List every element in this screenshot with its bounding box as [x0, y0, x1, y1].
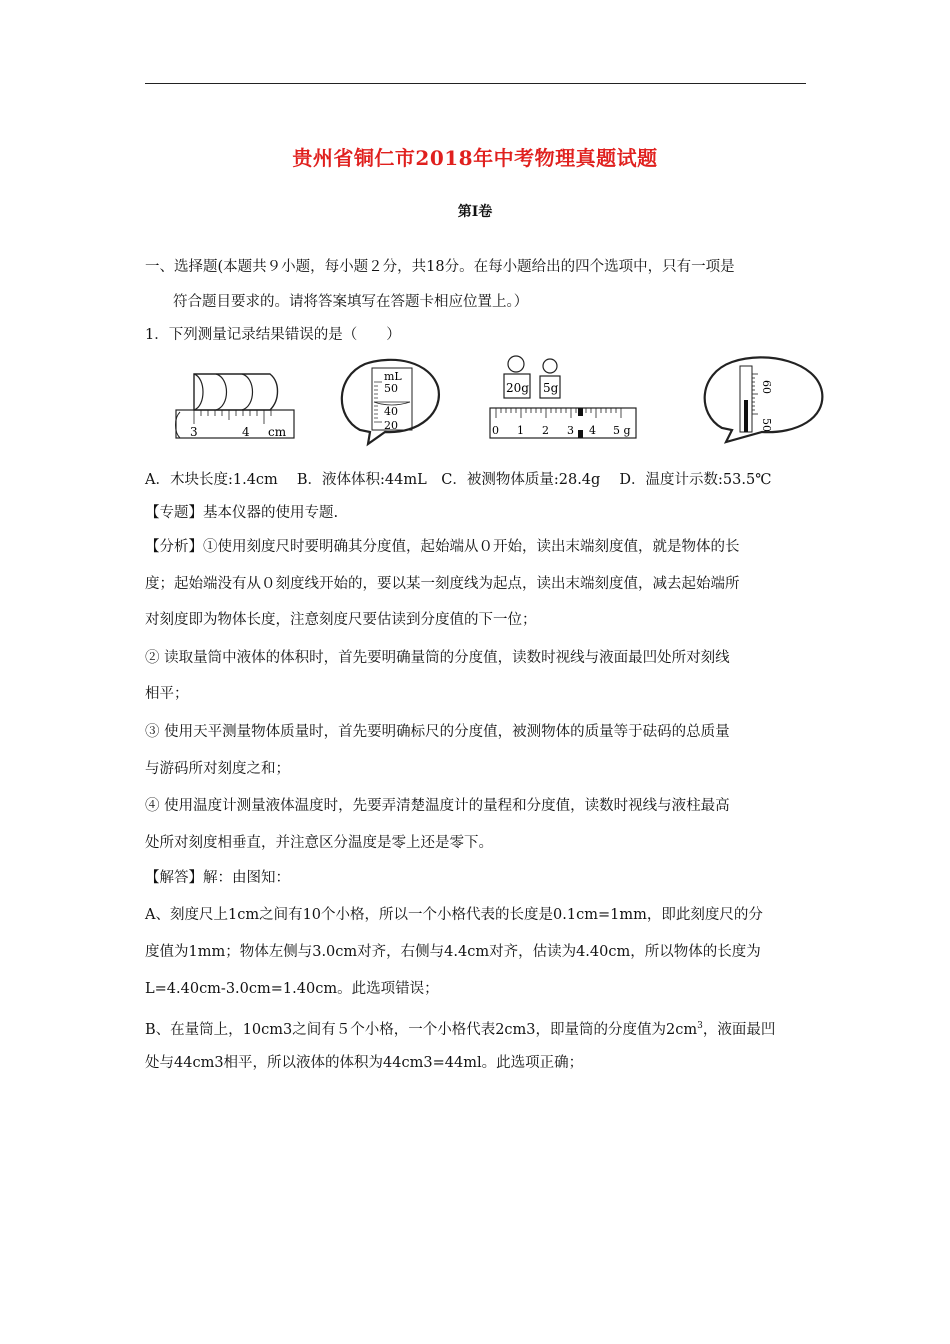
header-rule	[145, 83, 806, 84]
answer-b-line	[145, 1016, 808, 1040]
analysis-line: 度；起始端没有从０刻度线开始的，要以某一刻度线为起点，读出末端刻度值，减去起始端所	[145, 576, 740, 592]
weight-20g: 20g	[506, 381, 529, 395]
superscript-3: 3	[697, 1021, 703, 1031]
cylinder-figure	[330, 352, 445, 447]
section-heading-cont: 符合题目要求的。请将答案填写在答题卡相应位置上。）	[173, 294, 529, 310]
balance-figure	[488, 352, 638, 447]
analysis-line: 与游码所对刻度之和；	[145, 761, 290, 777]
ruler-unit: cm	[268, 425, 287, 439]
answer-a-line: A、刻度尺上1cm之间有10个小格，所以一个小格代表的长度是0.1cm=1mm，即此刻度尺的分	[145, 907, 763, 923]
analysis-line: 【分析】①使用刻度尺时要明确其分度值，起始端从０开始，读出末端刻度值，就是物体的长	[145, 539, 740, 555]
scale-tick-3: 3	[567, 424, 574, 437]
scale-tick-2: 2	[542, 424, 549, 437]
answer-b-text: B、在量筒上，10cm3之间有５个小格，一个小格代表2cm3，即量筒的分度值为2cm	[145, 1021, 698, 1038]
answer-a-line: L=4.40cm-3.0cm=1.40cm。此选项错误；	[145, 981, 439, 997]
question-figures	[170, 352, 830, 452]
scale-tick-5g: 5 g	[613, 424, 631, 437]
analysis-line: 相平；	[145, 686, 189, 702]
analysis-line: ④ 使用温度计测量液体温度时，先要弄清楚温度计的量程和分度值，读数时视线与液柱最高	[145, 798, 730, 814]
page-title: 贵州省铜仁市2018年中考物理真题试题	[292, 146, 658, 170]
scale-tick-1: 1	[517, 424, 524, 437]
answer-b-line: 处与44cm3相平，所以液体的体积为44cm3=44ml。此选项正确；	[145, 1055, 584, 1071]
thermo-tick-50: 50	[760, 418, 773, 432]
answer-b-text-end: ，液面最凹	[702, 1021, 776, 1038]
scale-tick-0: 0	[492, 424, 499, 437]
question-1: 1．下列测量记录结果错误的是（ ）	[145, 327, 401, 343]
scale-tick-4: 4	[589, 424, 596, 437]
answer-options: A．木块长度:1.4cm B．液体体积:44mL C．被测物体质量:28.4g D．温度计示数:53.5℃	[145, 472, 772, 488]
volume-heading: 第Ⅰ卷	[457, 204, 493, 220]
ruler-tick-3: 3	[190, 425, 198, 439]
topic-line: 【专题】基本仪器的使用专题.	[145, 505, 339, 521]
section-heading: 一、选择题(本题共９小题，每小题２分，共18分。在每小题给出的四个选项中，只有一项是	[145, 259, 735, 275]
weight-5g: 5g	[543, 381, 559, 395]
cylinder-tick-40: 40	[384, 405, 398, 418]
ruler-figure	[170, 352, 300, 442]
thermometer-figure	[692, 352, 832, 447]
ruler-tick-4: 4	[242, 425, 250, 439]
thermo-tick-60: 60	[760, 380, 773, 394]
analysis-line: 处所对刻度相垂直，并注意区分温度是零上还是零下。	[145, 835, 493, 851]
answer-heading: 【解答】解：由图知：	[145, 870, 290, 886]
cylinder-unit: mL	[384, 370, 402, 383]
analysis-line: 对刻度即为物体长度，注意刻度尺要估读到分度值的下一位；	[145, 612, 537, 628]
cylinder-tick-20: 20	[384, 419, 398, 432]
cylinder-tick-50: 50	[384, 382, 398, 395]
analysis-line: ③ 使用天平测量物体质量时，首先要明确标尺的分度值，被测物体的质量等于砝码的总质量	[145, 724, 730, 740]
analysis-line: ② 读取量筒中液体的体积时，首先要明确量筒的分度值，读数时视线与液面最凹处所对刻线	[145, 650, 730, 666]
answer-a-line: 度值为1mm；物体左侧与3.0cm对齐，右侧与4.4cm对齐，估读为4.40cm，所以物体的长度为	[145, 944, 761, 960]
